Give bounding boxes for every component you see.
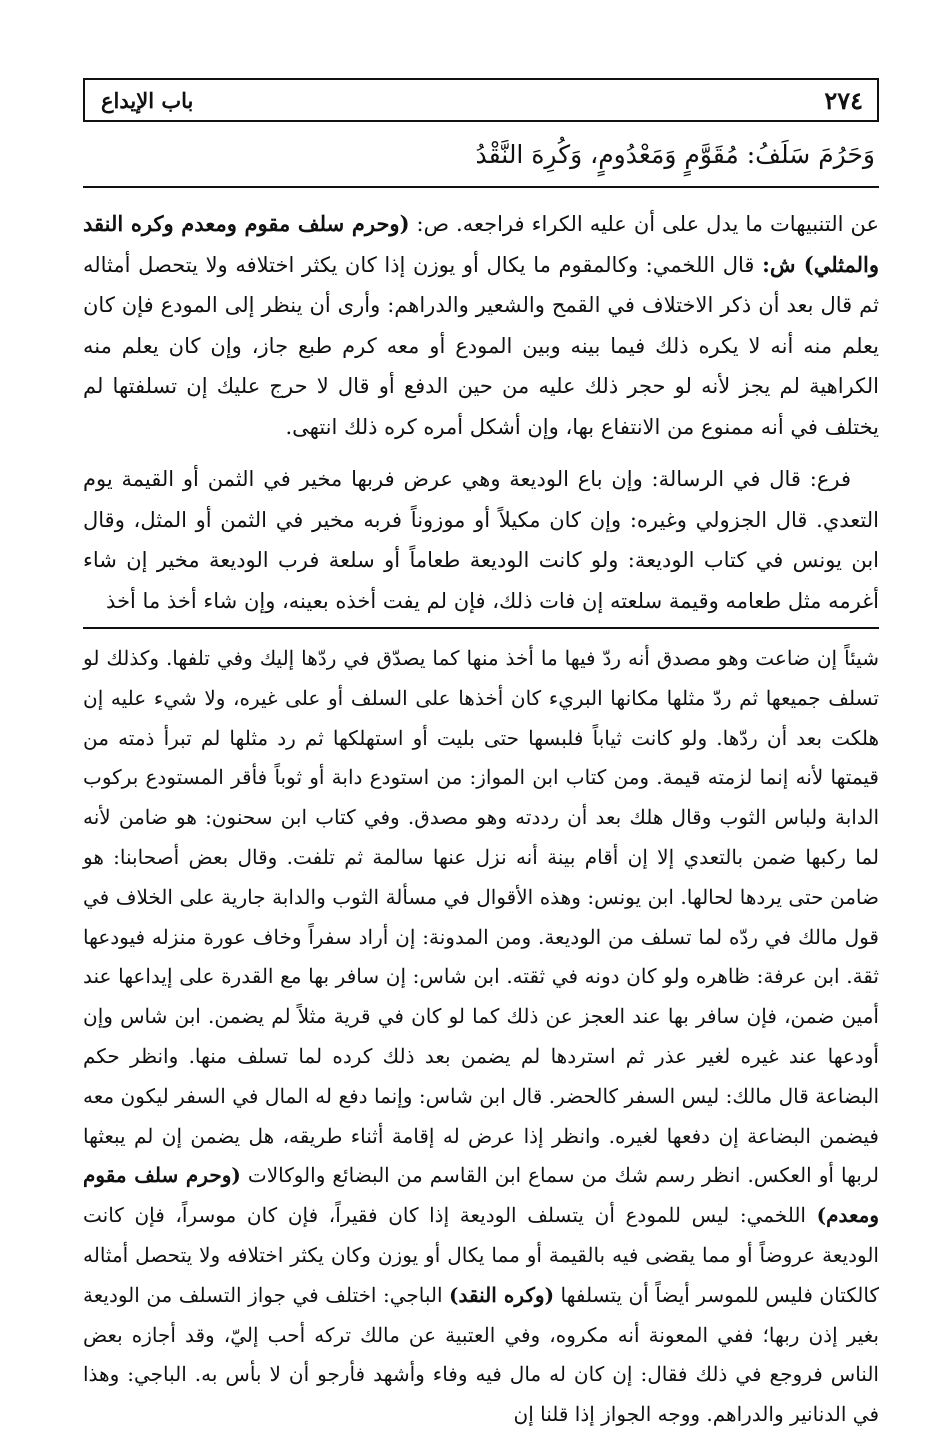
commentary-section	[83, 204, 879, 621]
commentary-paragraph: فرع: قال في الرسالة: وإن باع الوديعة وهي عرض فربها مخير في الثمن أو القيمة يوم التعدي. قال الجزولي وغيره: وإن كان مكيلاً أو موزوناً فربه مخير في الثمن أو المثل، وقال ابن يونس في كتاب الوديعة: ولو كانت الوديعة طعاماً أو سلعة فرب الوديعة مخير إن شاء أغرمه مثل طعامه وقيمة سلعته إن فات ذلك، فإن لم يفت أخذه بعينه، وإن شاء أخذ ما أخذ	[83, 467, 879, 613]
commentary-quote: (وحرم سلف مقوم ومعدم وكره النقد والمثلي) ش:	[83, 211, 880, 277]
footnote-quote: (وكره النقد)	[449, 1282, 555, 1307]
matn-divider	[83, 186, 879, 188]
footnote-text: الباجي: اختلف في جواز التسلف من الوديعة بغير إذن ربها؛ ففي المعونة أنه مكروه، وفي العتبية عن مالك تركه أحب إليّ، وقد أجازه بعض الناس فروجع في ذلك فقال: إن كان له مال فيه وفاء وأشهد فأرجو أن لا بأس به. الباجي: وهذا في الدنانير والدراهم. ووجه الجواز إذا قلنا إن	[83, 1282, 879, 1427]
footnote-text: اللخمي: ليس للمودع أن يتسلف الوديعة إذا كان فقيراً، فإن كان موسراً، فإن كانت الوديعة عروضاً أو مما يقضى فيه بالقيمة أو مما يكال أو يوزن وكان يكثر اختلافه ولا يتحصل أمثاله كالكتان فليس للموسر أيضاً أن يتسلفها	[83, 1203, 879, 1307]
page-header	[83, 78, 879, 122]
commentary-text: عن التنبيهات ما يدل على أن عليه الكراء فراجعه. ص:	[409, 212, 880, 236]
commentary-text: قال اللخمي: وكالمقوم ما يكال أو يوزن إذا كان يكثر اختلافه ولا يتحصل أمثاله ثم قال بعد أن ذكر الاختلاف في القمح والشعير والدراهم: وأرى أن ينظر إلى المودع فإن كان يعلم منه أنه لا يكره ذلك فيما بينه وبين المودع أو معه كرم طبع جاز، وإن كان يعلم منه الكراهية لم يجز لأنه لو حجر ذلك عليه من حين الدفع أو قال لا حرج عليك إن تسلفتها لم يختلف في أنه ممنوع من الانتفاع بها، وإن أشكل أمره كره ذلك انتهى.	[83, 252, 879, 439]
footnote-quote: (وحرم سلف مقوم ومعدم)	[83, 1163, 879, 1228]
footnote-section	[83, 639, 879, 1435]
footnote-divider	[83, 627, 879, 629]
footnote-text: شيئاً إن ضاعت وهو مصدق أنه ردّ فيها ما أخذ منها كما يصدّق في ردّها إليك وفي تلفها. وكذلك لو تسلف جميعها ثم ردّ مثلها مكانها البريء كان أخذها على السلف أو على غيره، ولا شيء عليه إن هلكت بعد أن ردّها. ولو كانت ثياباً فلبسها حتى بليت أو استهلكها ثم رد مثلها لم تبرأ ذمته من قيمتها لأنه إنما لزمته قيمة. ومن كتاب ابن المواز: من استودع دابة أو ثوباً فأقر المستودع بركوب الدابة ولباس الثوب وقال هلك بعد أن رددته وهو مصدق. وفي كتاب ابن سحنون: هو ضامن لأنه لما ركبها ضمن بالتعدي إلا إن أقام بينة أنه نزل عنها سالمة ثم تلفت. وقال بعض أصحابنا: هو ضامن حتى يردها لحالها. ابن يونس: وهذه الأقوال في مسألة الثوب والدابة جارية على الخلاف في قول مالك في ردّه لما تسلف من الوديعة. ومن المدونة: إن أراد سفراً وخاف عورة منزله فيودعها ثقة. ابن عرفة: ظاهره ولو كان دونه في ثقته. ابن شاس: إن سافر بها مع القدرة على إيداعها عند أمين ضمن، فإن سافر بها عند العجز عن ذلك كما لو كان في قرية مثلاً لم يضمن. ابن شاس وإن أودعها عند غيره لغير عذر ثم استردها لم يضمن بعد ذلك كرده لما تسلف منها. وانظر حكم البضاعة قال مالك: ليس السفر كالحضر. قال ابن شاس: وإنما دفع له المال في السفر ليكون معه فيضمن البضاعة إن دفعها لغيره. وانظر إذا عرض له إقامة أثناء طريقه، هل يضمن إن لم يبعثها لربها أو العكس. انظر رسم شك من سماع ابن القاسم من البضائع والوكالات	[83, 646, 880, 1188]
book-page	[83, 78, 879, 1435]
commentary-paragraph	[83, 204, 879, 447]
matn-text: وَحَرُمَ سَلَفُ: مُقَوَّمٍ وَمَعْدُومٍ، وَكُرِهَ النَّقْدُ	[475, 140, 875, 169]
chapter-title: باب الإيداع	[101, 88, 194, 113]
page-number: ٢٧٤	[824, 86, 863, 115]
